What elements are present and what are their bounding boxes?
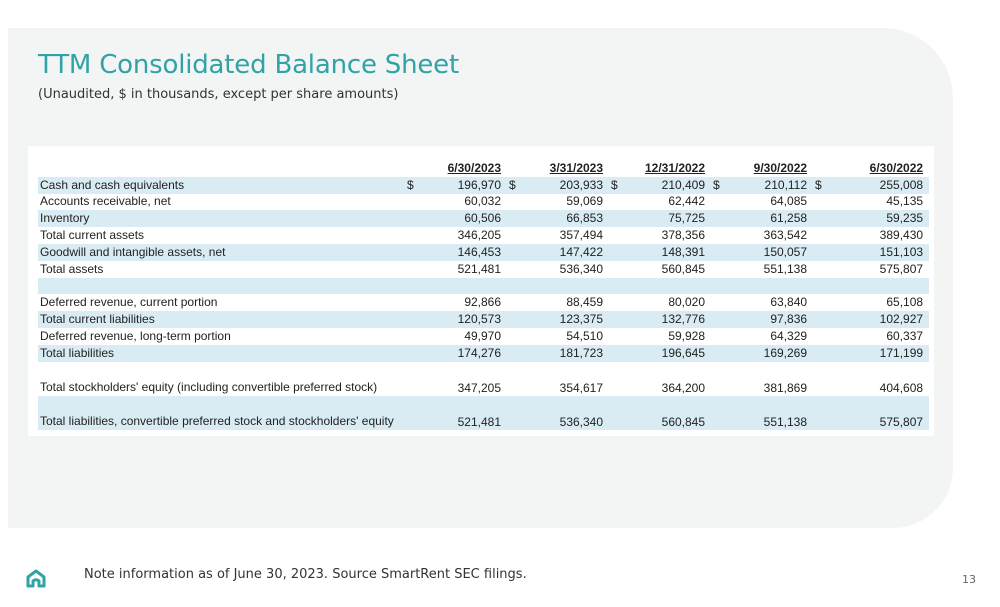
cell-value: 146,453 [421,244,507,261]
cell-value: 389,430 [879,228,924,243]
cell-value: 60,337 [886,328,924,343]
cell-value: 196,645 [625,345,711,362]
cell-value: 364,200 [661,380,706,395]
cell-value: 210,112 [727,177,813,194]
cell-value: 80,020 [668,295,706,310]
cell-value: 551,138 [727,396,813,430]
table-row [38,294,929,311]
cell-value: 536,340 [523,396,609,430]
column-header: 3/31/2023 [549,160,604,175]
table-row [38,328,929,345]
cell-value: 102,927 [829,311,929,328]
currency-symbol: $ [507,177,523,194]
cell-value: 147,422 [523,244,609,261]
cell-value: 255,008 [829,177,929,194]
cell-value: 575,807 [829,396,929,430]
column-header: 6/30/2022 [869,160,924,175]
cell-value: 66,853 [523,210,609,227]
cell-value: 357,494 [559,228,604,243]
cell-value: 150,057 [727,244,813,261]
cell-value: 169,269 [727,345,813,362]
cell-value: 92,866 [464,295,502,310]
currency-symbol: $ [405,177,421,194]
cell-value: 65,108 [886,295,924,310]
cell-value: 171,199 [829,345,929,362]
cell-value: 148,391 [625,244,711,261]
cell-value: 354,617 [559,380,604,395]
table-row [38,227,929,244]
cell-value: 174,276 [421,345,507,362]
cell-value: 59,069 [566,194,604,209]
currency-symbol: $ [813,177,829,194]
row-label: Total current assets [40,228,145,243]
cell-value: 196,970 [421,177,507,194]
row-label: Total stockholders' equity (including convertible preferred stock) [40,379,378,394]
table-row [38,194,929,211]
cell-value: 347,205 [457,380,502,395]
cell-value: 521,481 [421,396,507,430]
cell-value: 75,725 [625,210,711,227]
cell-value: 151,103 [829,244,929,261]
cell-value: 63,840 [770,295,808,310]
page-subtitle: (Unaudited, $ in thousands, except per share amounts) [38,87,399,102]
cell-value: 123,375 [523,311,609,328]
page-number: 13 [962,573,976,586]
cell-value: 575,807 [879,261,924,276]
cell-value: 203,933 [523,177,609,194]
cell-value: 536,340 [559,261,604,276]
cell-value: 97,836 [727,311,813,328]
row-label: Total current liabilities [38,311,405,328]
currency-symbol: $ [609,177,625,194]
spacer-row [38,278,929,295]
cell-value: 54,510 [566,328,604,343]
table-row [38,362,929,396]
cell-value: 49,970 [464,328,502,343]
header-row [38,160,929,177]
table-row [38,244,929,261]
table-row [38,345,929,362]
balance-sheet-table [38,160,929,430]
page-title: TTM Consolidated Balance Sheet [38,50,459,80]
column-header: 12/31/2022 [644,160,706,175]
cell-value: 346,205 [457,228,502,243]
cell-value: 132,776 [625,311,711,328]
header-label-cell [38,160,405,177]
row-label: Deferred revenue, long-term portion [40,328,231,343]
cell-value: 363,542 [763,228,808,243]
cell-value: 560,845 [625,396,711,430]
table-row [38,210,929,227]
cell-value: 64,329 [770,328,808,343]
footer-note: Note information as of June 30, 2023. Source SmartRent SEC filings. [84,567,527,582]
column-header: 9/30/2022 [753,160,808,175]
table-row [38,311,929,328]
table-row [38,261,929,278]
cell-value: 378,356 [661,228,706,243]
column-header: 6/30/2023 [447,160,502,175]
table-row [38,177,929,194]
cell-value: 60,032 [464,194,502,209]
cell-value: 404,608 [879,380,924,395]
cell-value: 64,085 [770,194,808,209]
row-label: Total assets [40,261,104,276]
cell-value: 560,845 [661,261,706,276]
table-row [38,396,929,430]
smartrent-house-icon [26,569,46,589]
row-label: Total liabilities, convertible preferred stock and stockholders' equity [38,396,405,430]
currency-symbol: $ [711,177,727,194]
cell-value: 61,258 [727,210,813,227]
row-label: Deferred revenue, current portion [40,295,218,310]
cell-value: 381,869 [763,380,808,395]
cell-value: 210,409 [625,177,711,194]
cell-value: 60,506 [421,210,507,227]
cell-value: 62,442 [668,194,706,209]
cell-value: 551,138 [763,261,808,276]
cell-value: 45,135 [886,194,924,209]
cell-value: 120,573 [421,311,507,328]
row-label: Accounts receivable, net [40,194,171,209]
balance-sheet-card [28,146,934,436]
cell-value: 181,723 [523,345,609,362]
cell-value: 59,928 [668,328,706,343]
cell-value: 59,235 [829,210,929,227]
row-label: Total liabilities [38,345,405,362]
row-label: Goodwill and intangible assets, net [38,244,405,261]
row-label: Cash and cash equivalents [38,177,405,194]
cell-value: 88,459 [566,295,604,310]
cell-value: 521,481 [457,261,502,276]
row-label: Inventory [38,210,405,227]
